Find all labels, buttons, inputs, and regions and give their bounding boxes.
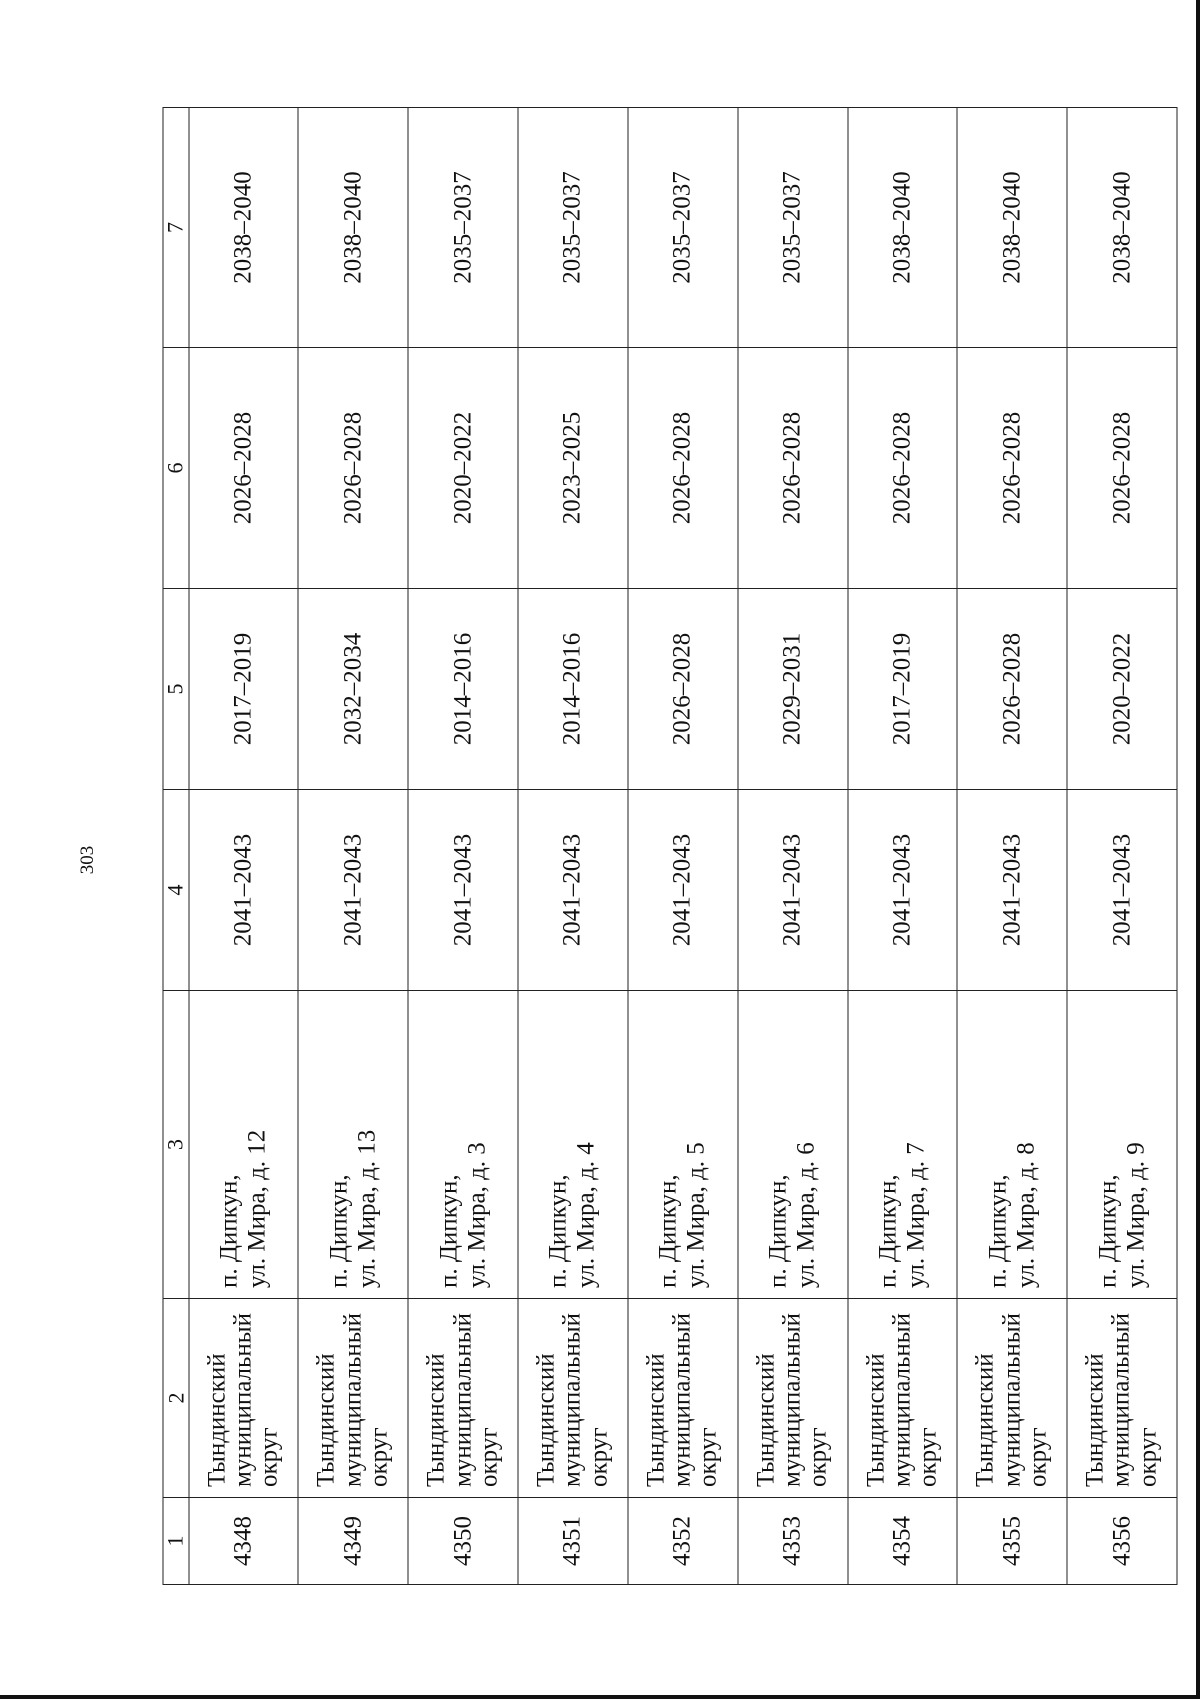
period-col4-cell: 2041–2043 [298, 790, 408, 991]
table-body [189, 108, 1177, 1585]
district-line: муниципальный [558, 1313, 586, 1487]
period-col7-cell: 2035–2037 [738, 108, 848, 348]
table-row [298, 108, 408, 1585]
header-row [163, 108, 189, 1585]
period-col5-cell: 2032–2034 [298, 589, 408, 790]
district-line: муниципальный [668, 1313, 696, 1487]
district-line: муниципальный [778, 1313, 806, 1487]
table-header [163, 108, 189, 1585]
address-line: ул. Мира, д. 8 [1012, 1142, 1040, 1288]
district-line: округ [1134, 1427, 1162, 1487]
header-col-6: 6 [163, 348, 189, 589]
table-row [628, 108, 738, 1585]
period-col4-cell: 2041–2043 [408, 790, 518, 991]
address-line: п. Дипкун, [764, 1174, 792, 1288]
table-row [518, 108, 628, 1585]
period-col7-cell: 2038–2040 [848, 108, 958, 348]
period-col6-cell: 2026–2028 [738, 348, 848, 589]
row-number-cell: 4348 [189, 1498, 299, 1585]
period-col7-cell: 2038–2040 [1067, 108, 1177, 348]
period-col4-cell: 2041–2043 [189, 790, 299, 991]
period-col7-cell: 2035–2037 [408, 108, 518, 348]
period-col5-cell: 2029–2031 [738, 589, 848, 790]
header-col-1: 1 [163, 1498, 189, 1585]
district-line: Тындинский [422, 1353, 450, 1487]
period-col7-cell: 2038–2040 [298, 108, 408, 348]
address-cell [518, 991, 628, 1299]
period-col4-cell: 2041–2043 [848, 790, 958, 991]
header-col-4: 4 [163, 790, 189, 991]
address-cell [298, 991, 408, 1299]
period-col6-cell: 2026–2028 [848, 348, 958, 589]
period-col6-cell: 2020–2022 [408, 348, 518, 589]
district-line: муниципальный [1107, 1313, 1135, 1487]
scan-edge-right [1196, 0, 1200, 1699]
address-line: п. Дипкун, [435, 1174, 463, 1288]
period-col5-cell: 2017–2019 [189, 589, 299, 790]
page-number: 303 [77, 845, 98, 875]
row-number-cell: 4349 [298, 1498, 408, 1585]
district-line: округ [475, 1427, 503, 1487]
address-line: ул. Мира, д. 4 [572, 1142, 600, 1288]
district-cell [189, 1299, 299, 1498]
period-col7-cell: 2038–2040 [189, 108, 299, 348]
period-col5-cell: 2026–2028 [628, 589, 738, 790]
period-col5-cell: 2014–2016 [518, 589, 628, 790]
address-line: ул. Мира, д. 9 [1122, 1142, 1150, 1288]
period-col7-cell: 2035–2037 [628, 108, 738, 348]
district-cell [957, 1299, 1067, 1498]
address-cell [628, 991, 738, 1299]
address-line: п. Дипкун, [874, 1174, 902, 1288]
district-line: муниципальный [229, 1313, 257, 1487]
period-col4-cell: 2041–2043 [518, 790, 628, 991]
period-col4-cell: 2041–2043 [738, 790, 848, 991]
address-line: п. Дипкун, [984, 1174, 1012, 1288]
district-line: Тындинский [312, 1353, 340, 1487]
district-line: округ [585, 1427, 613, 1487]
district-cell [628, 1299, 738, 1498]
address-line: п. Дипкун, [544, 1174, 572, 1288]
header-col-7: 7 [163, 108, 189, 348]
period-col5-cell: 2026–2028 [957, 589, 1067, 790]
address-cell [408, 991, 518, 1299]
address-line: ул. Мира, д. 7 [902, 1142, 930, 1288]
period-col6-cell: 2026–2028 [957, 348, 1067, 589]
district-line: Тындинский [862, 1353, 890, 1487]
table-container [163, 115, 1178, 1585]
period-col7-cell: 2035–2037 [518, 108, 628, 348]
period-col6-cell: 2026–2028 [628, 348, 738, 589]
district-cell [408, 1299, 518, 1498]
header-col-5: 5 [163, 589, 189, 790]
address-line: ул. Мира, д. 5 [682, 1142, 710, 1288]
district-line: округ [914, 1427, 942, 1487]
district-line: Тындинский [752, 1353, 780, 1487]
address-line: ул. Мира, д. 6 [792, 1142, 820, 1288]
district-cell [848, 1299, 958, 1498]
district-line: муниципальный [998, 1313, 1026, 1487]
row-number-cell: 4355 [957, 1498, 1067, 1585]
address-line: п. Дипкун, [654, 1174, 682, 1288]
address-line: ул. Мира, д. 12 [243, 1129, 271, 1288]
district-cell [298, 1299, 408, 1498]
address-line: ул. Мира, д. 13 [353, 1129, 381, 1288]
period-col5-cell: 2017–2019 [848, 589, 958, 790]
district-line: муниципальный [339, 1313, 367, 1487]
address-line: ул. Мира, д. 3 [463, 1142, 491, 1288]
period-col4-cell: 2041–2043 [1067, 790, 1177, 991]
row-number-cell: 4354 [848, 1498, 958, 1585]
table-row [1067, 108, 1177, 1585]
row-number-cell: 4356 [1067, 1498, 1177, 1585]
period-col4-cell: 2041–2043 [957, 790, 1067, 991]
address-cell [1067, 991, 1177, 1299]
district-cell [1067, 1299, 1177, 1498]
district-line: округ [694, 1427, 722, 1487]
row-number-cell: 4352 [628, 1498, 738, 1585]
district-line: муниципальный [449, 1313, 477, 1487]
table-row [408, 108, 518, 1585]
district-line: Тындинский [971, 1353, 999, 1487]
district-line: округ [1024, 1427, 1052, 1487]
period-col5-cell: 2020–2022 [1067, 589, 1177, 790]
period-col5-cell: 2014–2016 [408, 589, 518, 790]
table-row [848, 108, 958, 1585]
period-col7-cell: 2038–2040 [957, 108, 1067, 348]
address-line: п. Дипкун, [1094, 1174, 1122, 1288]
district-line: Тындинский [203, 1353, 231, 1487]
district-cell [518, 1299, 628, 1498]
table-row [957, 108, 1067, 1585]
period-col6-cell: 2026–2028 [298, 348, 408, 589]
period-col6-cell: 2026–2028 [1067, 348, 1177, 589]
district-line: округ [255, 1427, 283, 1487]
table-row [738, 108, 848, 1585]
district-line: округ [804, 1427, 832, 1487]
housing-schedule-table [163, 107, 1178, 1585]
address-cell [738, 991, 848, 1299]
row-number-cell: 4350 [408, 1498, 518, 1585]
scan-edge-bottom [0, 1695, 1200, 1699]
row-number-cell: 4351 [518, 1498, 628, 1585]
address-line: п. Дипкун, [325, 1174, 353, 1288]
table-row [189, 108, 299, 1585]
header-col-2: 2 [163, 1299, 189, 1498]
address-line: п. Дипкун, [215, 1174, 243, 1288]
header-col-3: 3 [163, 991, 189, 1299]
district-line: округ [365, 1427, 393, 1487]
district-line: Тындинский [532, 1353, 560, 1487]
period-col6-cell: 2023–2025 [518, 348, 628, 589]
district-line: муниципальный [888, 1313, 916, 1487]
district-line: Тындинский [1081, 1353, 1109, 1487]
row-number-cell: 4353 [738, 1498, 848, 1585]
period-col4-cell: 2041–2043 [628, 790, 738, 991]
district-line: Тындинский [642, 1353, 670, 1487]
period-col6-cell: 2026–2028 [189, 348, 299, 589]
address-cell [189, 991, 299, 1299]
address-cell [957, 991, 1067, 1299]
district-cell [738, 1299, 848, 1498]
address-cell [848, 991, 958, 1299]
